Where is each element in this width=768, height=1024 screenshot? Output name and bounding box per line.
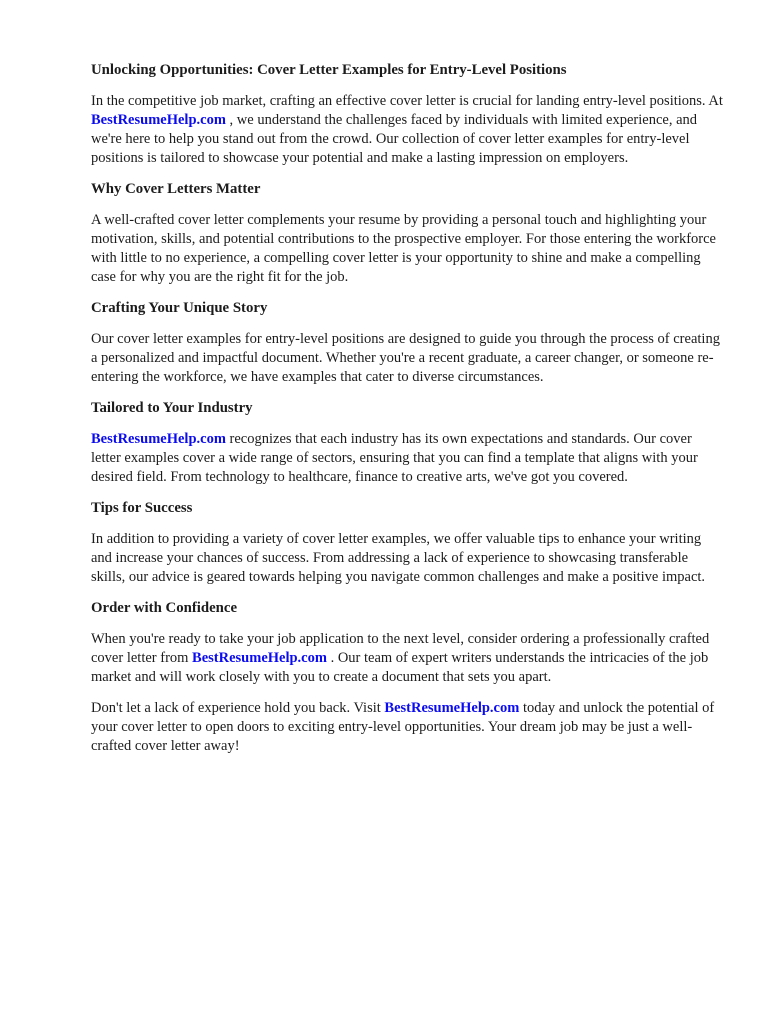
- paragraph-text: today and unlock the potential of your cover letter to open doors to exciting entry-level opportunities. Your dream job may be just a well-crafted cover letter away!: [91, 700, 715, 754]
- document-body: [91, 61, 724, 756]
- bestresumehelp-link[interactable]: BestResumeHelp.com: [91, 112, 226, 128]
- bestresumehelp-link[interactable]: BestResumeHelp.com: [91, 431, 226, 447]
- paragraph: [91, 430, 724, 487]
- paragraph-text: In the competitive job market, crafting an effective cover letter is crucial for landing entry-level positions. At: [91, 93, 723, 109]
- paragraph: [91, 630, 724, 687]
- section-heading: Crafting Your Unique Story: [91, 300, 268, 316]
- paragraph: [91, 92, 724, 168]
- paragraph-text: Our cover letter examples for entry-level positions are designed to guide you through the process of creating a personalized and impactful document. Whether you're a recent graduate, a career changer, or someone re-entering the workforce, we have examples that cater to diverse circumstances.: [91, 331, 720, 385]
- bestresumehelp-link[interactable]: BestResumeHelp.com: [192, 650, 327, 666]
- paragraph-text: Don't let a lack of experience hold you back. Visit: [91, 700, 385, 716]
- paragraph-text: . Our team of expert writers understands the intricacies of the job market and will work closely with you to create a document that sets you apart.: [91, 650, 709, 685]
- section-heading: Order with Confidence: [91, 600, 238, 616]
- section-heading: Why Cover Letters Matter: [91, 181, 261, 197]
- paragraph-text: recognizes that each industry has its own expectations and standards. Our cover letter examples cover a wide range of sectors, ensuring that you can find a template that aligns with your desired field. From technology to healthcare, finance to creative arts, we've got you covered.: [91, 431, 698, 485]
- paragraph-text: When you're ready to take your job application to the next level, consider ordering a professionally crafted cover letter from: [91, 631, 710, 666]
- paragraph: [91, 530, 724, 587]
- section-heading: Tips for Success: [91, 500, 193, 516]
- paragraph: [91, 699, 724, 756]
- paragraph: [91, 211, 724, 287]
- paragraph-text: A well-crafted cover letter complements your resume by providing a personal touch and highlighting your motivation, skills, and potential contributions to the prospective employer. For those entering the workforce with little to no experience, a compelling cover letter is your opportunity to shine and make a compelling case for why you are the right fit for the job.: [91, 212, 716, 285]
- paragraph-text: In addition to providing a variety of cover letter examples, we offer valuable tips to enhance your writing and increase your chances of success. From addressing a lack of experience to showcasing transferable skills, our advice is geared towards helping you navigate common challenges and make a positive impact.: [91, 531, 706, 585]
- section-heading: Tailored to Your Industry: [91, 400, 253, 416]
- bestresumehelp-link[interactable]: BestResumeHelp.com: [384, 700, 520, 716]
- section-heading: Unlocking Opportunities: Cover Letter Examples for Entry-Level Positions: [91, 62, 567, 78]
- paragraph-text: , we understand the challenges faced by individuals with limited experience, and we're here to help you stand out from the crowd. Our collection of cover letter examples for entry-level positions is tailored to showcase your potential and make a lasting impression on employers.: [91, 112, 698, 166]
- paragraph: [91, 330, 724, 387]
